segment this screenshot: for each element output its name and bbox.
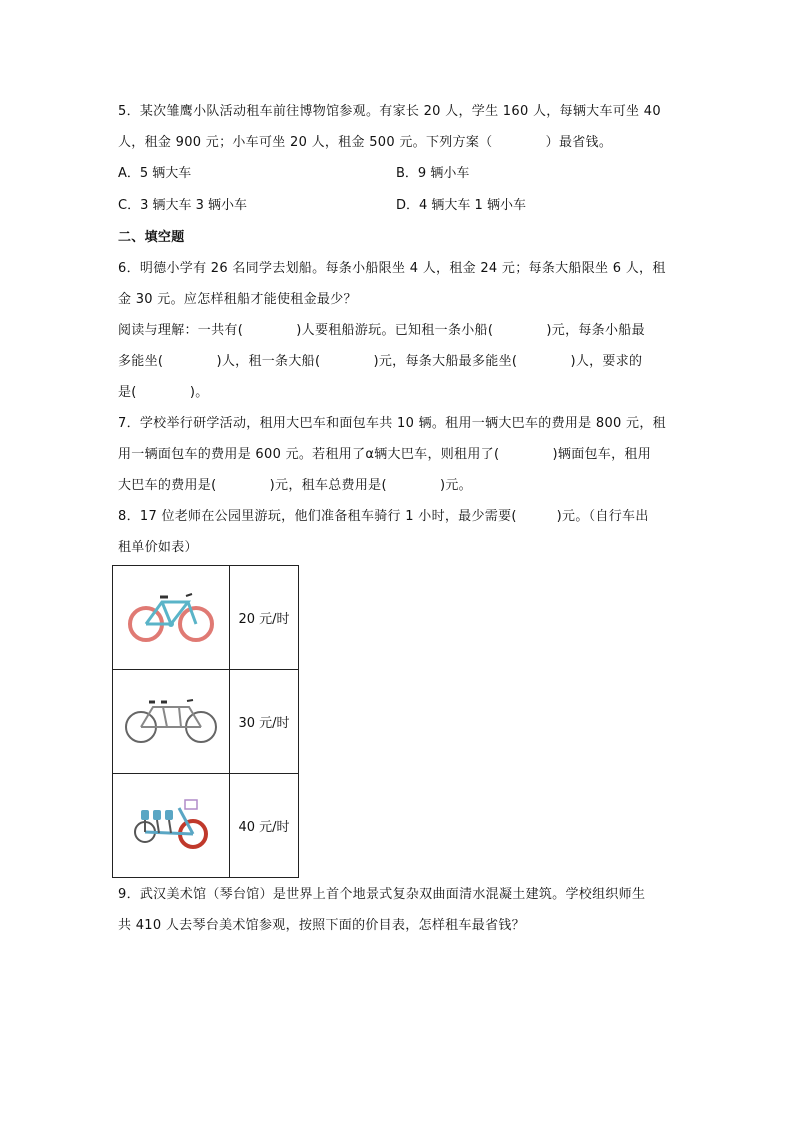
- tandem-bicycle-icon: [123, 695, 219, 745]
- q5-line1: 5．某次雏鹰小队活动租车前往博物馆参观。有家长 20 人，学生 160 人，每辆大车可坐 40: [118, 104, 661, 119]
- q5-option-c: C．3 辆大车 3 辆小车: [118, 198, 248, 213]
- q5-line2: 人，租金 900 元；小车可坐 20 人，租金 500 元。下列方案（ ）最省钱。: [118, 135, 613, 150]
- single-bicycle-icon: [126, 588, 216, 644]
- price-cell: 40 元/时: [230, 774, 299, 878]
- triple-bicycle-icon: [131, 796, 211, 852]
- q6-line4: 多能坐( )人，租一条大船( )元，每条大船最多能坐( )人，要求的: [118, 354, 643, 369]
- bike-image-cell: [113, 774, 230, 878]
- q8-line1: 8．17 位老师在公园里游玩，他们准备租车骑行 1 小时，最少需要( )元。（自行车出: [118, 509, 649, 524]
- price-cell: 20 元/时: [230, 566, 299, 670]
- q9-line2: 共 410 人去琴台美术馆参观，按照下面的价目表，怎样租车最省钱？: [118, 918, 525, 933]
- bicycle-price-table: [112, 565, 299, 878]
- q8-line2: 租单价如表）: [118, 540, 198, 555]
- q6-line2: 金 30 元。应怎样租船才能使租金最少？: [118, 292, 357, 307]
- q9-line1: 9．武汉美术馆（琴台馆）是世界上首个地景式复杂双曲面清水混凝土建筑。学校组织师生: [118, 887, 646, 902]
- table-row: [113, 774, 299, 878]
- q6-line1: 6．明德小学有 26 名同学去划船。每条小船限坐 4 人，租金 24 元；每条大船限坐 6 人，租: [118, 261, 666, 276]
- q6-line3: 阅读与理解：一共有( )人要租船游玩。已知租一条小船( )元，每条小船最: [118, 323, 645, 338]
- q5-option-d: D．4 辆大车 1 辆小车: [396, 198, 526, 213]
- table-row: [113, 566, 299, 670]
- price-cell: 30 元/时: [230, 670, 299, 774]
- section-heading: 二、填空题: [118, 230, 185, 245]
- q6-line5: 是( )。: [118, 385, 209, 400]
- q5-option-b: B．9 辆小车: [396, 166, 470, 181]
- bike-image-cell: [113, 670, 230, 774]
- q7-line2: 用一辆面包车的费用是 600 元。若租用了α辆大巴车，则租用了( )辆面包车，租用: [118, 447, 651, 462]
- q7-line3: 大巴车的费用是( )元，租车总费用是( )元。: [118, 478, 472, 493]
- bike-image-cell: [113, 566, 230, 670]
- table-row: [113, 670, 299, 774]
- q7-line1: 7．学校举行研学活动，租用大巴车和面包车共 10 辆。租用一辆大巴车的费用是 800 元，租: [118, 416, 666, 431]
- q5-option-a: A．5 辆大车: [118, 166, 192, 181]
